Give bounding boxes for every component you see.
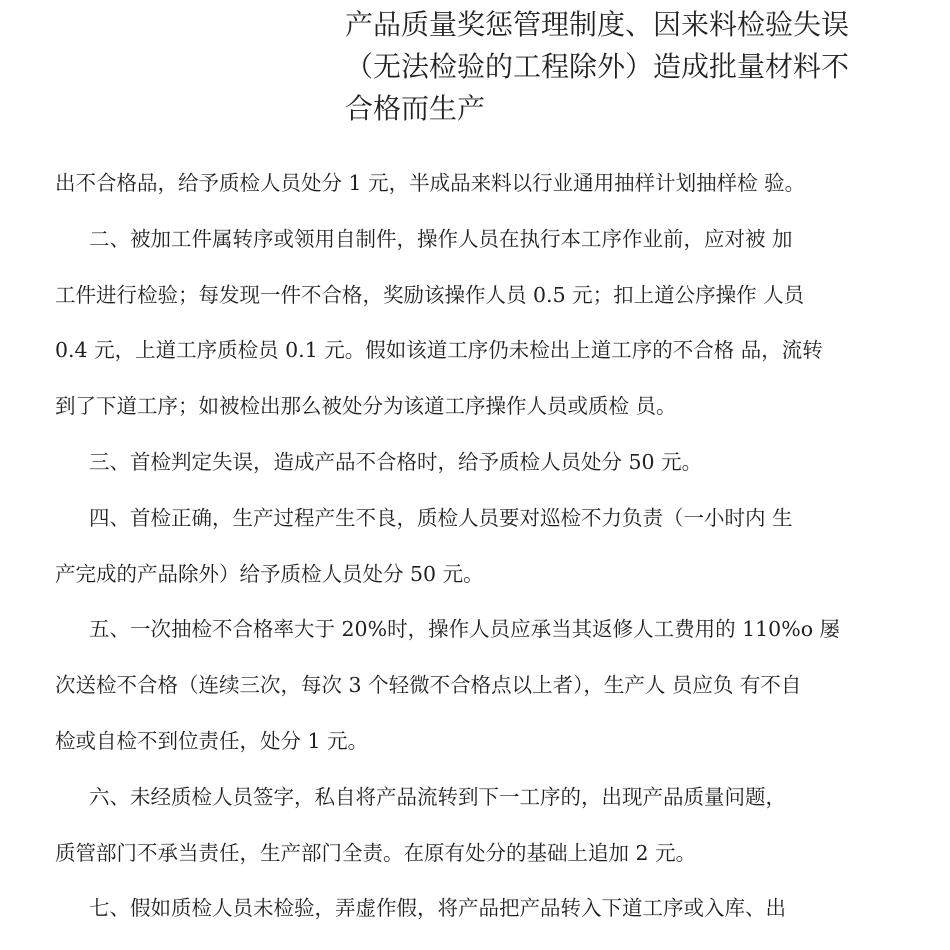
paragraph-line: 二、被加工件属转序或领用自制件，操作人员在执行本工序作业前，应对被 加 bbox=[89, 226, 793, 251]
paragraph-line: 三、首检判定失误，造成产品不合格时，给予质检人员处分 50 元。 bbox=[89, 449, 703, 474]
paragraph-line: 六、未经质检人员签字，私自将产品流转到下一工序的，出现产品质量问题， bbox=[89, 784, 786, 809]
document-title bbox=[345, 4, 915, 130]
paragraph-line: 质管部门不承当责任，生产部门全责。在原有处分的基础上追加 2 元。 bbox=[55, 840, 697, 865]
paragraph-line: 检或自检不到位责任，处分 1 元。 bbox=[55, 728, 369, 753]
paragraph-line: 五、一次抽检不合格率大于 20%时，操作人员应承当其返修人工费用的 110%o 屡 bbox=[89, 617, 841, 642]
document-body bbox=[55, 160, 900, 941]
title-line: 合格而生产 bbox=[345, 92, 486, 125]
paragraph-line: 0.4 元，上道工序质检员 0.1 元。假如该道工序仍未检出上道工序的不合格 品，流转 bbox=[55, 338, 823, 363]
paragraph-line: 出不合格品，给予质检人员处分 1 元，半成品来料以行业通用抽样计划抽样检 验。 bbox=[55, 171, 806, 195]
paragraph-line: 七、假如质检人员未检验，弄虚作假，将产品把产品转入下道工序或入库、出 bbox=[89, 896, 786, 921]
title-line: （无法检验的工程除外）造成批量材料不 bbox=[345, 50, 850, 83]
paragraph-line: 产完成的产品除外）给予质检人员处分 50 元。 bbox=[55, 561, 484, 586]
paragraph-line: 到了下道工序；如被检出那么被处分为该道工序操作人员或质检 员。 bbox=[55, 394, 677, 419]
paragraph-line: 四、首检正确，生产过程产生不良，质检人员要对巡检不力负责（一小时内 生 bbox=[89, 505, 793, 530]
paragraph-line: 工件进行检验；每发现一件不合格，奖励该操作人员 0.5 元；扣上道公序操作 人员 bbox=[55, 282, 805, 307]
paragraph-line: 次送检不合格（连续三次，每次 3 个轻微不合格点以上者），生产人 员应负 有不自 bbox=[55, 673, 802, 698]
title-line: 产品质量奖惩管理制度、因来料检验失误 bbox=[345, 8, 850, 41]
